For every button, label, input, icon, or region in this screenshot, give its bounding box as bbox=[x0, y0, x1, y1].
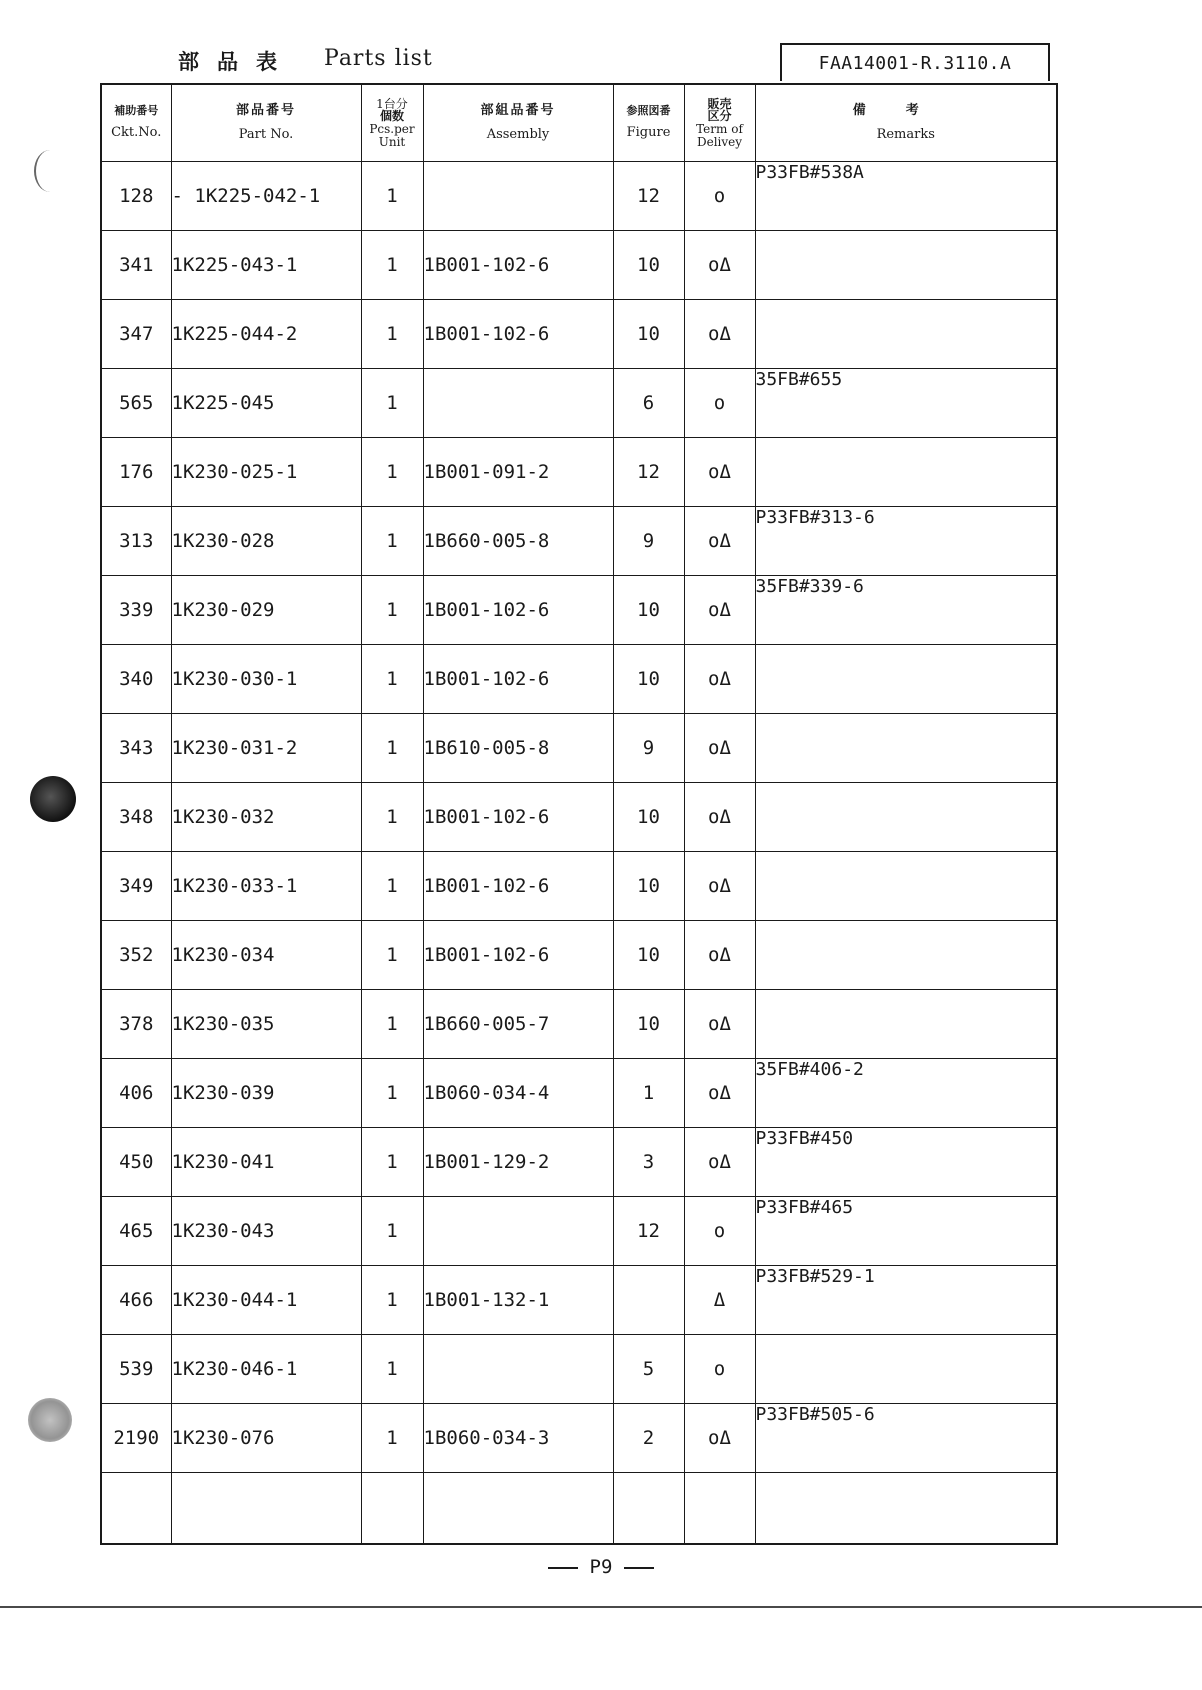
assembly bbox=[423, 1335, 613, 1404]
term-of-delivery: oΔ bbox=[684, 714, 755, 783]
remarks: 35FB#655 bbox=[755, 369, 1057, 438]
term-of-delivery: oΔ bbox=[684, 576, 755, 645]
assembly: 1B001-102-6 bbox=[423, 921, 613, 990]
assembly: 1B001-102-6 bbox=[423, 300, 613, 369]
part-no: 1K230-031-2 bbox=[171, 714, 361, 783]
part-no: 1K225-044-2 bbox=[171, 300, 361, 369]
ckt-no: 465 bbox=[101, 1197, 171, 1266]
figure: 3 bbox=[613, 1128, 684, 1197]
pcs-per-unit: 1 bbox=[361, 852, 423, 921]
remarks bbox=[755, 231, 1057, 300]
remarks bbox=[755, 852, 1057, 921]
table-row bbox=[101, 921, 1057, 990]
table-row bbox=[101, 369, 1057, 438]
punch-hole-mark bbox=[34, 150, 66, 192]
dash-right bbox=[624, 1567, 654, 1569]
assembly: 1B001-102-6 bbox=[423, 852, 613, 921]
term-of-delivery: o bbox=[684, 1197, 755, 1266]
term-of-delivery: oΔ bbox=[684, 438, 755, 507]
assembly bbox=[423, 1197, 613, 1266]
remarks: P33FB#505-6 bbox=[755, 1404, 1057, 1473]
ckt-no: 450 bbox=[101, 1128, 171, 1197]
table-row bbox=[101, 1128, 1057, 1197]
table-row bbox=[101, 300, 1057, 369]
ckt-no: 176 bbox=[101, 438, 171, 507]
table-row bbox=[101, 507, 1057, 576]
part-no: 1K230-046-1 bbox=[171, 1335, 361, 1404]
ckt-no: 313 bbox=[101, 507, 171, 576]
remarks bbox=[755, 990, 1057, 1059]
assembly: 1B660-005-8 bbox=[423, 507, 613, 576]
figure: 10 bbox=[613, 783, 684, 852]
term-of-delivery: oΔ bbox=[684, 645, 755, 714]
table-row bbox=[101, 1197, 1057, 1266]
ckt-no: 352 bbox=[101, 921, 171, 990]
pcs-per-unit: 1 bbox=[361, 1059, 423, 1128]
part-no: 1K230-032 bbox=[171, 783, 361, 852]
dash-left bbox=[548, 1567, 578, 1569]
remarks bbox=[755, 714, 1057, 783]
figure bbox=[613, 1266, 684, 1335]
part-no: 1K230-039 bbox=[171, 1059, 361, 1128]
assembly: 1B060-034-3 bbox=[423, 1404, 613, 1473]
title-english: Parts list bbox=[324, 46, 433, 71]
table-row bbox=[101, 1404, 1057, 1473]
col-header-part: 部品番号 Part No. bbox=[171, 84, 361, 162]
assembly: 1B001-102-6 bbox=[423, 645, 613, 714]
pcs-per-unit: 1 bbox=[361, 162, 423, 231]
page-label: P9 bbox=[589, 1556, 613, 1578]
term-of-delivery: oΔ bbox=[684, 783, 755, 852]
part-no: 1K230-033-1 bbox=[171, 852, 361, 921]
pcs-per-unit: 1 bbox=[361, 783, 423, 852]
figure: 9 bbox=[613, 507, 684, 576]
pcs-per-unit: 1 bbox=[361, 1128, 423, 1197]
pcs-per-unit: 1 bbox=[361, 714, 423, 783]
part-no: 1K230-034 bbox=[171, 921, 361, 990]
figure: 5 bbox=[613, 1335, 684, 1404]
remarks bbox=[755, 1335, 1057, 1404]
term-of-delivery: oΔ bbox=[684, 1404, 755, 1473]
assembly bbox=[423, 369, 613, 438]
col-header-ckt: 補助番号 Ckt.No. bbox=[101, 84, 171, 162]
remarks: P33FB#538A bbox=[755, 162, 1057, 231]
remarks: 35FB#406-2 bbox=[755, 1059, 1057, 1128]
part-no: - 1K225-042-1 bbox=[171, 162, 361, 231]
pcs-per-unit: 1 bbox=[361, 990, 423, 1059]
part-no: 1K230-076 bbox=[171, 1404, 361, 1473]
part-no: 1K230-041 bbox=[171, 1128, 361, 1197]
remarks: P33FB#313-6 bbox=[755, 507, 1057, 576]
figure: 10 bbox=[613, 645, 684, 714]
col-header-remarks: 備考 Remarks bbox=[755, 84, 1057, 162]
term-of-delivery: oΔ bbox=[684, 231, 755, 300]
figure: 1 bbox=[613, 1059, 684, 1128]
assembly: 1B060-034-4 bbox=[423, 1059, 613, 1128]
part-no: 1K230-030-1 bbox=[171, 645, 361, 714]
pcs-per-unit: 1 bbox=[361, 1197, 423, 1266]
pcs-per-unit: 1 bbox=[361, 576, 423, 645]
table-row bbox=[101, 990, 1057, 1059]
ckt-no: 539 bbox=[101, 1335, 171, 1404]
part-no: 1K230-029 bbox=[171, 576, 361, 645]
figure: 10 bbox=[613, 921, 684, 990]
term-of-delivery: oΔ bbox=[684, 852, 755, 921]
ckt-no: 406 bbox=[101, 1059, 171, 1128]
ckt-no: 339 bbox=[101, 576, 171, 645]
table-row bbox=[101, 714, 1057, 783]
figure: 9 bbox=[613, 714, 684, 783]
pcs-per-unit: 1 bbox=[361, 231, 423, 300]
term-of-delivery: oΔ bbox=[684, 507, 755, 576]
page-number bbox=[0, 1556, 1202, 1578]
figure: 10 bbox=[613, 852, 684, 921]
table-row-empty bbox=[101, 1473, 1057, 1545]
figure: 10 bbox=[613, 231, 684, 300]
figure: 12 bbox=[613, 162, 684, 231]
table-row bbox=[101, 231, 1057, 300]
term-of-delivery: o bbox=[684, 1335, 755, 1404]
punch-hole bbox=[28, 1398, 72, 1442]
remarks bbox=[755, 783, 1057, 852]
part-no: 1K230-028 bbox=[171, 507, 361, 576]
term-of-delivery: oΔ bbox=[684, 921, 755, 990]
figure: 10 bbox=[613, 990, 684, 1059]
assembly: 1B001-129-2 bbox=[423, 1128, 613, 1197]
ckt-no: 340 bbox=[101, 645, 171, 714]
part-no: 1K230-025-1 bbox=[171, 438, 361, 507]
remarks: P33FB#450 bbox=[755, 1128, 1057, 1197]
col-header-pcs: 1台分 個数 Pcs.per Unit bbox=[361, 84, 423, 162]
part-no: 1K230-043 bbox=[171, 1197, 361, 1266]
assembly: 1B610-005-8 bbox=[423, 714, 613, 783]
term-of-delivery: oΔ bbox=[684, 300, 755, 369]
figure: 6 bbox=[613, 369, 684, 438]
ckt-no: 349 bbox=[101, 852, 171, 921]
remarks: P33FB#465 bbox=[755, 1197, 1057, 1266]
term-of-delivery: oΔ bbox=[684, 990, 755, 1059]
assembly: 1B001-102-6 bbox=[423, 576, 613, 645]
ckt-no: 378 bbox=[101, 990, 171, 1059]
title-japanese: 部品表 bbox=[178, 49, 295, 74]
part-no: 1K225-045 bbox=[171, 369, 361, 438]
figure: 2 bbox=[613, 1404, 684, 1473]
ckt-no: 565 bbox=[101, 369, 171, 438]
term-of-delivery: Δ bbox=[684, 1266, 755, 1335]
table-row bbox=[101, 1335, 1057, 1404]
assembly: 1B660-005-7 bbox=[423, 990, 613, 1059]
assembly: 1B001-132-1 bbox=[423, 1266, 613, 1335]
pcs-per-unit: 1 bbox=[361, 1335, 423, 1404]
pcs-per-unit: 1 bbox=[361, 1404, 423, 1473]
assembly: 1B001-091-2 bbox=[423, 438, 613, 507]
table-header-row bbox=[101, 84, 1057, 162]
pcs-per-unit: 1 bbox=[361, 507, 423, 576]
col-header-term: 販売 区分 Term of Delivey bbox=[684, 84, 755, 162]
remarks bbox=[755, 438, 1057, 507]
table-row bbox=[101, 1266, 1057, 1335]
ckt-no: 128 bbox=[101, 162, 171, 231]
document-number: FAA14001-R.3110.A bbox=[780, 43, 1050, 81]
figure: 12 bbox=[613, 1197, 684, 1266]
term-of-delivery: oΔ bbox=[684, 1128, 755, 1197]
bottom-rule bbox=[0, 1606, 1202, 1608]
table-row bbox=[101, 438, 1057, 507]
ckt-no: 348 bbox=[101, 783, 171, 852]
remarks: 35FB#339-6 bbox=[755, 576, 1057, 645]
pcs-per-unit: 1 bbox=[361, 438, 423, 507]
pcs-per-unit: 1 bbox=[361, 1266, 423, 1335]
term-of-delivery: o bbox=[684, 369, 755, 438]
ckt-no: 2190 bbox=[101, 1404, 171, 1473]
remarks bbox=[755, 645, 1057, 714]
figure: 12 bbox=[613, 438, 684, 507]
term-of-delivery: o bbox=[684, 162, 755, 231]
assembly: 1B001-102-6 bbox=[423, 783, 613, 852]
ckt-no: 466 bbox=[101, 1266, 171, 1335]
parts-table bbox=[100, 83, 1058, 1545]
part-no: 1K230-044-1 bbox=[171, 1266, 361, 1335]
ckt-no: 341 bbox=[101, 231, 171, 300]
assembly bbox=[423, 162, 613, 231]
remarks bbox=[755, 921, 1057, 990]
col-header-figure: 参照図番 Figure bbox=[613, 84, 684, 162]
remarks bbox=[755, 300, 1057, 369]
ckt-no: 347 bbox=[101, 300, 171, 369]
pcs-per-unit: 1 bbox=[361, 300, 423, 369]
term-of-delivery: oΔ bbox=[684, 1059, 755, 1128]
table-row bbox=[101, 576, 1057, 645]
table-row bbox=[101, 645, 1057, 714]
figure: 10 bbox=[613, 300, 684, 369]
col-header-assembly: 部組品番号 Assembly bbox=[423, 84, 613, 162]
part-no: 1K230-035 bbox=[171, 990, 361, 1059]
table-row bbox=[101, 783, 1057, 852]
pcs-per-unit: 1 bbox=[361, 645, 423, 714]
assembly: 1B001-102-6 bbox=[423, 231, 613, 300]
table-row bbox=[101, 1059, 1057, 1128]
pcs-per-unit: 1 bbox=[361, 369, 423, 438]
ckt-no: 343 bbox=[101, 714, 171, 783]
remarks: P33FB#529-1 bbox=[755, 1266, 1057, 1335]
pcs-per-unit: 1 bbox=[361, 921, 423, 990]
table-row bbox=[101, 162, 1057, 231]
part-no: 1K225-043-1 bbox=[171, 231, 361, 300]
figure: 10 bbox=[613, 576, 684, 645]
punch-hole bbox=[30, 776, 76, 822]
table-row bbox=[101, 852, 1057, 921]
